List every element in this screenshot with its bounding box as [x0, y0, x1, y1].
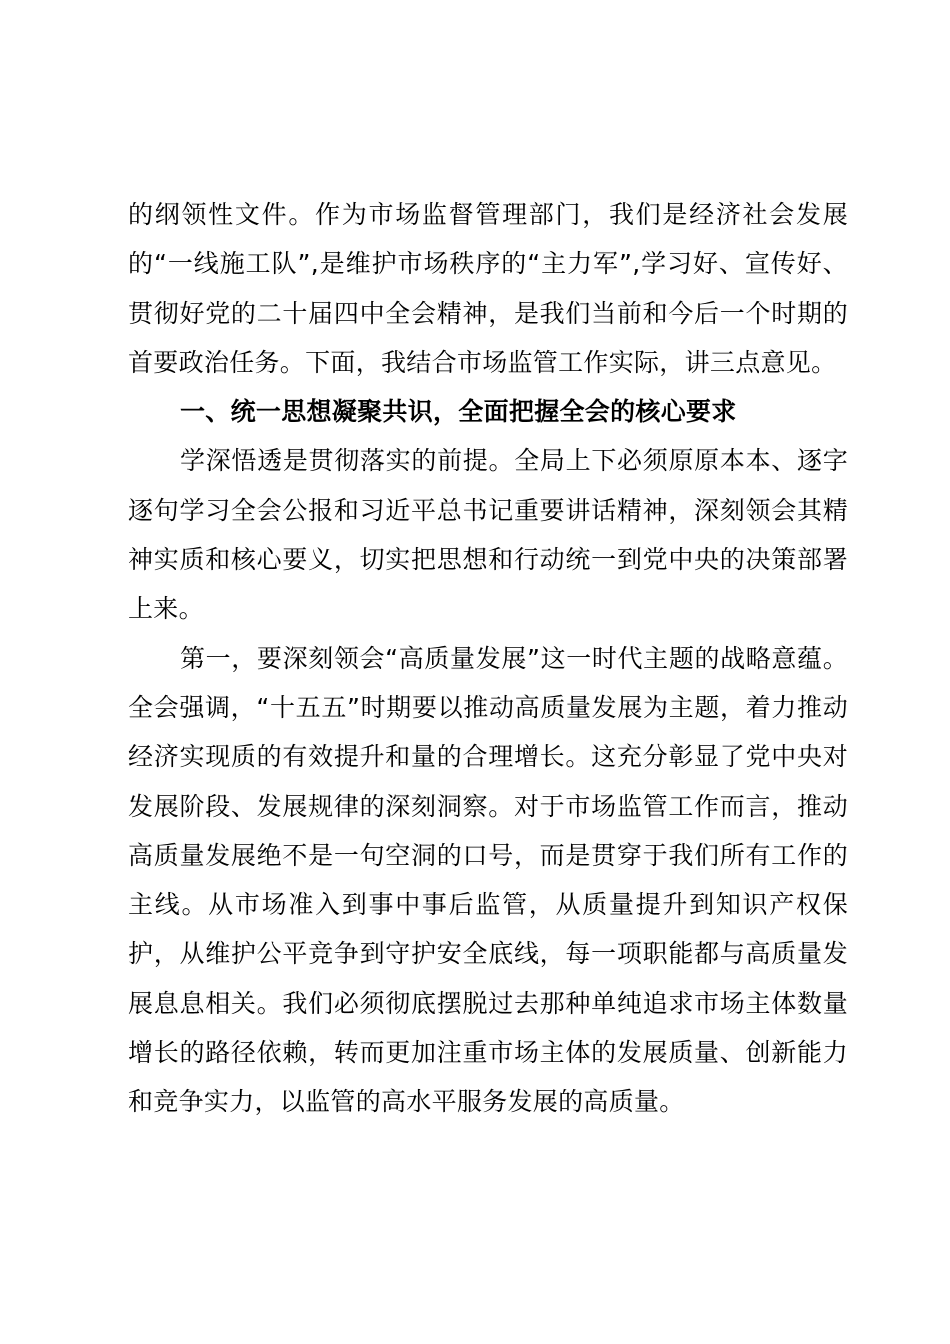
paragraph-intro-continuation: 的纲领性文件。作为市场监督管理部门，我们是经济社会发展的“一线施工队”,是维护市场秩序的“主力军”,学习好、宣传好、贯彻好党的二十届四中全会精神，是我们当前和今后一个时期的首要政治任务。下面，我结合市场监管工作实际，讲三点意见。 — [128, 200, 848, 377]
document-body — [128, 190, 848, 1127]
paragraph-point-one: 第一，要深刻领会“高质量发展”这一时代主题的战略意蕴。全会强调，“十五五”时期要以推动高质量发展为主题，着力推动经济实现质的有效提升和量的合理增长。这充分彰显了党中央对发展阶段、发展规律的深刻洞察。对于市场监管工作而言，推动高质量发展绝不是一句空洞的口号，而是贯穿于我们所有工作的主线。从市场准入到事中事后监管，从质量提升到知识产权保护，从维护公平竞争到守护安全底线，每一项职能都与高质量发展息息相关。我们必须彻底摆脱过去那种单纯追求市场主体数量增长的路径依赖，转而更加注重市场主体的发展质量、创新能力和竞争实力，以监管的高水平服务发展的高质量。 — [128, 643, 848, 1117]
section-heading-1: 一、统一思想凝聚共识，全面把握全会的核心要求 — [180, 397, 737, 427]
paragraph-study-premise: 学深悟透是贯彻落实的前提。全局上下必须原原本本、逐字逐句学习全会公报和习近平总书记重要讲话精神，深刻领会其精神实质和核心要义，切实把思想和行动统一到党中央的决策部署上来。 — [128, 446, 848, 624]
